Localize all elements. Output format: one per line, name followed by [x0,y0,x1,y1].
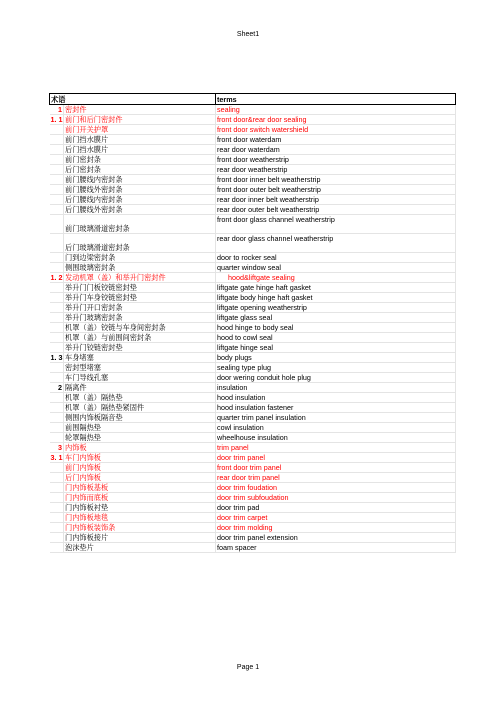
term-zh: 前门内饰板 [64,463,216,473]
table-row [50,543,456,553]
table-row [50,205,456,215]
term-en: rear door waterdam [216,145,456,155]
row-number [50,155,64,165]
term-zh: 车门内饰板 [64,453,216,463]
row-number [50,373,64,383]
term-zh: 侧围内饰板隔音垫 [64,413,216,423]
row-number [50,303,64,313]
term-en: door trim molding [216,523,456,533]
term-en: insulation [216,383,456,393]
table-row [50,323,456,333]
term-en: door trim carpet [216,513,456,523]
table-row [50,513,456,523]
term-zh: 车身堵塞 [64,353,216,363]
term-zh: 举升门门板铰链密封垫 [64,283,216,293]
row-number [50,473,64,483]
term-zh: 举升门开口密封条 [64,303,216,313]
term-zh: 侧围玻璃密封条 [64,263,216,273]
table-row [50,253,456,263]
term-zh: 举升门铰链密封垫 [64,343,216,353]
term-zh: 门内饰板衬垫 [64,503,216,513]
term-en: rear door inner belt weatherstrip [216,195,456,205]
row-number [50,175,64,185]
table-row [50,135,456,145]
term-zh: 后门腰线外密封条 [64,205,216,215]
row-number: 1 [50,105,64,115]
table-row [50,363,456,373]
table-row [50,234,456,253]
term-en: front door waterdam [216,135,456,145]
row-number [50,513,64,523]
table-row [50,303,456,313]
term-zh: 门内饰板装饰条 [64,523,216,533]
term-en: liftgate opening weatherstrip [216,303,456,313]
term-zh: 密封件 [64,105,216,115]
table-row [50,195,456,205]
row-number: 3 [50,443,64,453]
table-row [50,333,456,343]
row-number [50,135,64,145]
table-row [50,125,456,135]
term-zh: 前门和后门密封件 [64,115,216,125]
row-number [50,403,64,413]
term-zh: 后门挡水膜片 [64,145,216,155]
table-row [50,393,456,403]
table-header-row [50,94,456,105]
term-zh: 门内饰而底板 [64,493,216,503]
row-number [50,293,64,303]
term-en: door to rocker seal [216,253,456,263]
term-en: hood insulation [216,393,456,403]
term-zh: 后门腰线内密封条 [64,195,216,205]
term-en: front door inner belt weatherstrip [216,175,456,185]
terms-table [49,93,456,553]
term-en: door trim pad [216,503,456,513]
term-en: sealing [216,105,456,115]
term-zh: 门内饰板地毯 [64,513,216,523]
row-number [50,283,64,293]
table-row [50,313,456,323]
row-number [50,413,64,423]
term-en: front door&rear door sealing [216,115,456,125]
term-en: cowl insulation [216,423,456,433]
term-en: quarter trim panel insulation [216,413,456,423]
row-number [50,333,64,343]
table-row [50,423,456,433]
row-number [50,493,64,503]
term-en: hood to cowl seal [216,333,456,343]
row-number [50,523,64,533]
term-en: front door trim panel [216,463,456,473]
term-zh: 前门密封条 [64,155,216,165]
term-zh: 隔离件 [64,383,216,393]
row-number [50,253,64,263]
term-en: hood insulation fastener [216,403,456,413]
term-zh: 前门挡水膜片 [64,135,216,145]
term-en: foam spacer [216,543,456,553]
table-row [50,503,456,513]
term-zh: 机罩（盖）铰链与车身间密封条 [64,323,216,333]
term-zh: 泡沫垫片 [64,543,216,553]
term-en: door trim subfoudation [216,493,456,503]
term-en: door wering conduit hole plug [216,373,456,383]
term-zh: 机罩（盖）隔热垫 [64,393,216,403]
term-zh: 前门玻璃滑道密封条 [64,215,216,234]
row-number [50,463,64,473]
term-en: hood hinge to body seal [216,323,456,333]
row-number: 3. 1 [50,453,63,462]
term-zh: 门内饰板基板 [64,483,216,493]
term-zh: 举升门车身铰链密封垫 [64,293,216,303]
table-row [50,283,456,293]
term-en: rear door trim panel [216,473,456,483]
table-row [50,403,456,413]
term-en: hood&liftgate sealing [216,273,456,283]
column-header-zh: 术语 [50,94,216,105]
row-number: 1. 3 [50,353,63,362]
term-en: rear door weatherstrip [216,165,456,175]
term-zh: 轮罩隔热垫 [64,433,216,443]
row-number [50,343,64,353]
term-en: liftgate hinge seal [216,343,456,353]
term-zh: 后门密封条 [64,165,216,175]
row-number [50,215,64,234]
term-zh: 密封型堵塞 [64,363,216,373]
row-number [50,313,64,323]
page-footer: Page 1 [236,664,260,671]
table-row [50,473,456,483]
term-en: body plugs [216,353,456,363]
row-number [50,185,64,195]
term-zh: 门到边梁密封条 [64,253,216,263]
term-en: liftgate body hinge haft gasket [216,293,456,303]
table-row [50,185,456,195]
table-row [50,165,456,175]
row-number [50,363,64,373]
table-row [50,155,456,165]
table-row [50,115,456,125]
row-number [50,323,64,333]
table-row [50,443,456,453]
table-row [50,433,456,443]
term-en: front door switch watershield [216,125,456,135]
term-en: front door weatherstrip [216,155,456,165]
table-row [50,373,456,383]
table-row [50,353,456,363]
table-row [50,215,456,234]
table-row [50,145,456,155]
row-number [50,205,64,215]
column-header-en: terms [216,94,456,105]
row-number [50,503,64,513]
term-zh: 内饰板 [64,443,216,453]
term-en: quarter window seal [216,263,456,273]
term-en: rear door glass channel weatherstrip [216,234,456,253]
term-zh: 举升门玻璃密封条 [64,313,216,323]
term-en: rear door outer belt weatherstrip [216,205,456,215]
table-row [50,293,456,303]
table-row [50,463,456,473]
row-number [50,125,64,135]
row-number [50,393,64,403]
term-zh: 前门腰线内密封条 [64,175,216,185]
table-row [50,175,456,185]
term-en: door trim panel [216,453,456,463]
row-number [50,234,64,253]
term-en: front door outer belt weatherstrip [216,185,456,195]
table-row [50,105,456,115]
row-number [50,433,64,443]
row-number [50,145,64,155]
term-en: liftgate glass seal [216,313,456,323]
table-row [50,453,456,463]
page-header: Sheet1 [236,31,260,38]
table-row [50,533,456,543]
term-zh: 门内饰板接片 [64,533,216,543]
row-number [50,483,64,493]
term-zh: 前围隔热垫 [64,423,216,433]
row-number [50,263,64,273]
term-en: front door glass channel weatherstrip [216,215,456,234]
table-row [50,273,456,283]
table-row [50,483,456,493]
term-en: trim panel [216,443,456,453]
row-number [50,165,64,175]
term-zh: 前门腰线外密封条 [64,185,216,195]
row-number: 1. 1 [50,115,63,124]
term-zh: 机罩（盖）隔热垫紧固件 [64,403,216,413]
term-zh: 后门内饰板 [64,473,216,483]
term-zh: 机罩（盖）与前围间密封条 [64,333,216,343]
row-number: 2 [50,383,64,393]
table-row [50,413,456,423]
term-zh: 发动机罩（盖）和举升门密封件 [64,273,216,283]
term-zh: 前门开关护罩 [64,125,216,135]
row-number: 1. 2 [50,273,63,282]
table-row [50,523,456,533]
table-row [50,493,456,503]
term-en: sealing type plug [216,363,456,373]
term-zh: 车门导线孔塞 [64,373,216,383]
row-number [50,195,64,205]
term-zh: 后门玻璃滑道密封条 [64,234,216,253]
table-row [50,343,456,353]
table-row [50,263,456,273]
term-en: liftgate gate hinge haft gasket [216,283,456,293]
row-number [50,533,64,543]
row-number [50,543,64,553]
term-en: door trim panel extension [216,533,456,543]
table-row [50,383,456,393]
row-number [50,423,64,433]
term-en: door trim foudation [216,483,456,493]
term-en: wheelhouse insulation [216,433,456,443]
